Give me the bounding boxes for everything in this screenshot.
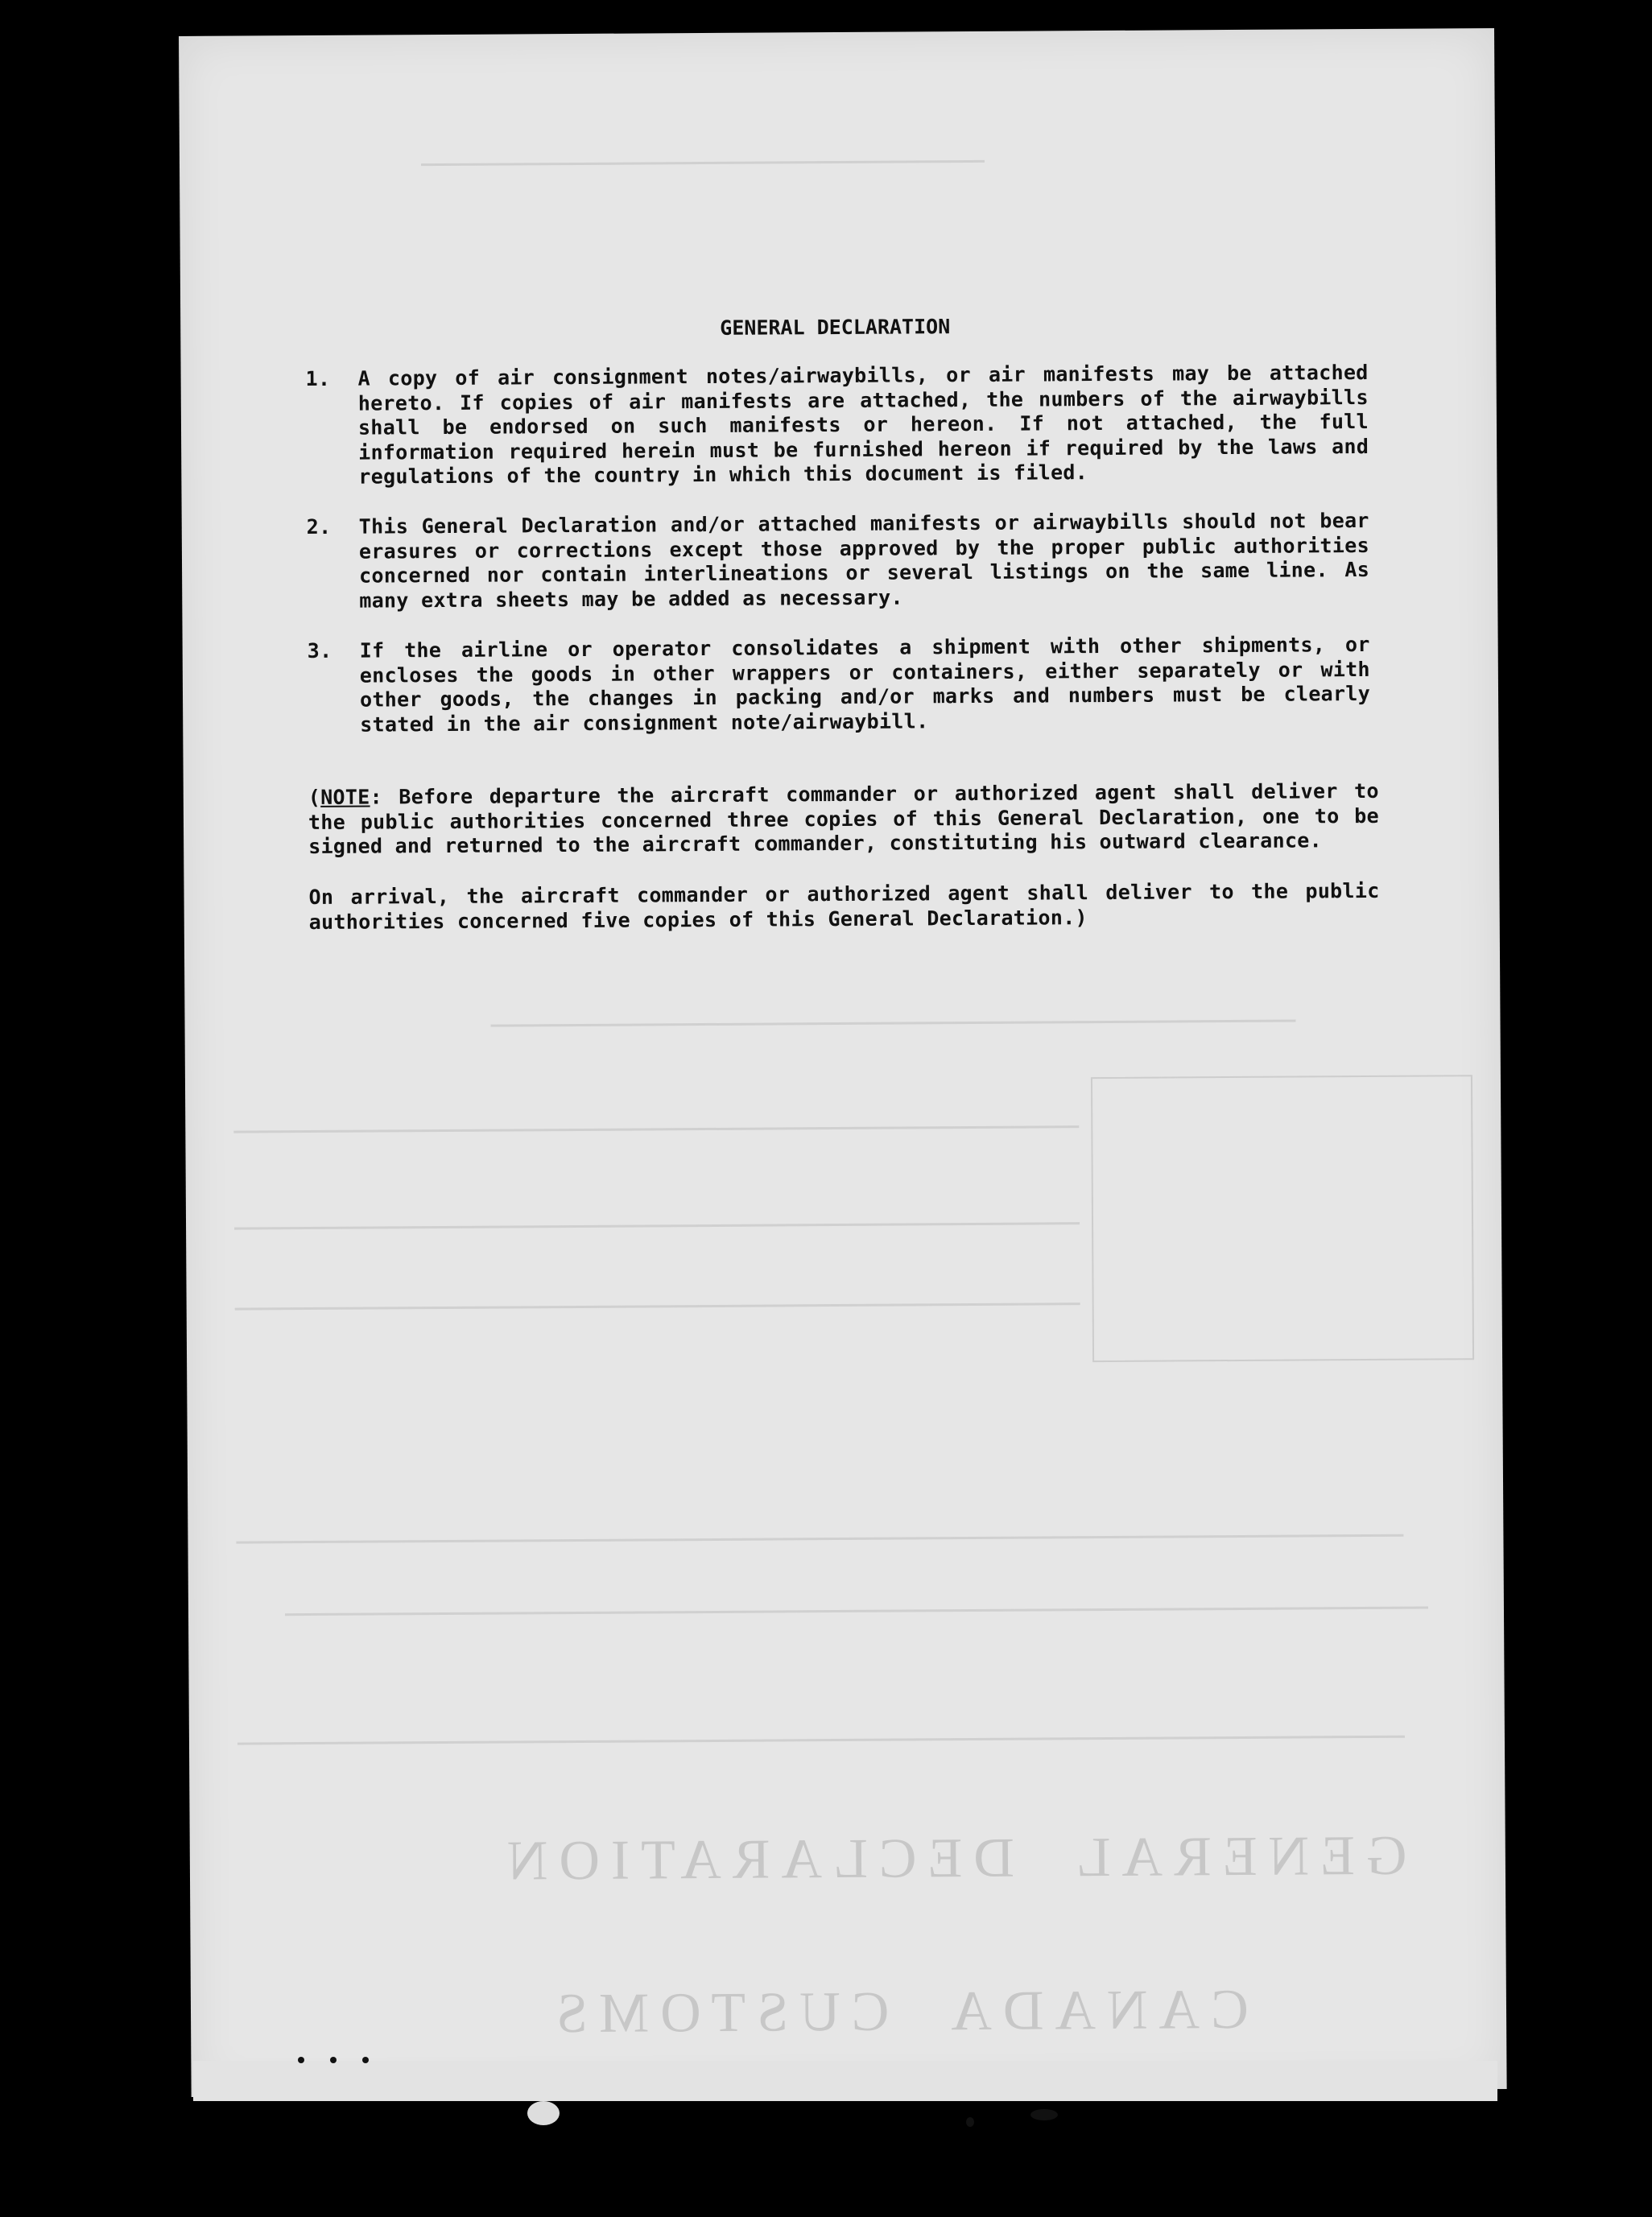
note-label: NOTE: [320, 785, 370, 809]
bleed-through-heading: GENERAL DECLARATION: [495, 1824, 1407, 1893]
scan-speck: [966, 2117, 974, 2127]
bleed-through-box: [1091, 1075, 1474, 1362]
bleed-through-line: [285, 1607, 1428, 1616]
bleed-through-line: [421, 160, 985, 166]
scan-speck: [330, 2057, 337, 2063]
instruction-item-2: [306, 508, 1373, 613]
scan-speck: [362, 2057, 369, 2063]
item-number: 2.: [306, 514, 332, 539]
document-page: [179, 28, 1507, 2097]
scan-speck: [527, 2101, 560, 2125]
bleed-through-line: [233, 1125, 1079, 1133]
bleed-through-line: [491, 1020, 1296, 1027]
instruction-item-3: [307, 632, 1374, 737]
bleed-through-line: [236, 1534, 1403, 1544]
item-text: This General Declaration and/or attached manifests or airwaybills should not bear erasures or corrections except those approved by the proper public authorities concerned nor contain interlineations or several listings on the same line. As many extra sheets may be added as necessary.: [358, 508, 1370, 613]
item-number: 3.: [307, 638, 332, 663]
scan-speck: [298, 2057, 304, 2063]
item-text: A copy of air consignment notes/airwaybills, or air manifests may be attached hereto. If copies of air manifests are attached, the numbers of the airwaybills shall be endorsed on such manifests or hereon. If not attached, the full information required herein must be furnished hereon if required by the laws and regulations of the country in which this document is filed.: [357, 360, 1369, 489]
arrival-paragraph: On arrival, the aircraft commander or authorized agent shall deliver to the public authorities concerned five copies of this General Declaration.): [308, 878, 1380, 934]
bleed-through-line: [235, 1303, 1080, 1310]
bleed-through-heading: CANADA CUSTOMS: [544, 1978, 1249, 2046]
item-number: 1.: [305, 366, 331, 391]
scan-speck: [1030, 2109, 1058, 2120]
note-paragraph: [308, 779, 1380, 860]
bleed-through-line: [237, 1736, 1405, 1745]
note-open-paren: (: [308, 785, 321, 810]
document-title: GENERAL DECLARATION: [720, 315, 951, 340]
bleed-through-line: [234, 1222, 1080, 1229]
page-bottom-edge: [193, 2061, 1497, 2101]
item-text: If the airline or operator consolidates a shipment with other shipments, or encloses the goods in other wrappers or containers, either separately or with other goods, the changes in packing and/or marks and numbers must be clearly stated in the air consignment note/airwaybill.: [359, 632, 1371, 737]
instruction-item-1: [305, 360, 1373, 489]
note-text: : Before departure the aircraft commander or authorized agent shall deliver to the public authorities concerned three copies of this General Declaration, one to be signed and returned to the aircraft commander, constituting his outward clearance.: [308, 778, 1380, 859]
